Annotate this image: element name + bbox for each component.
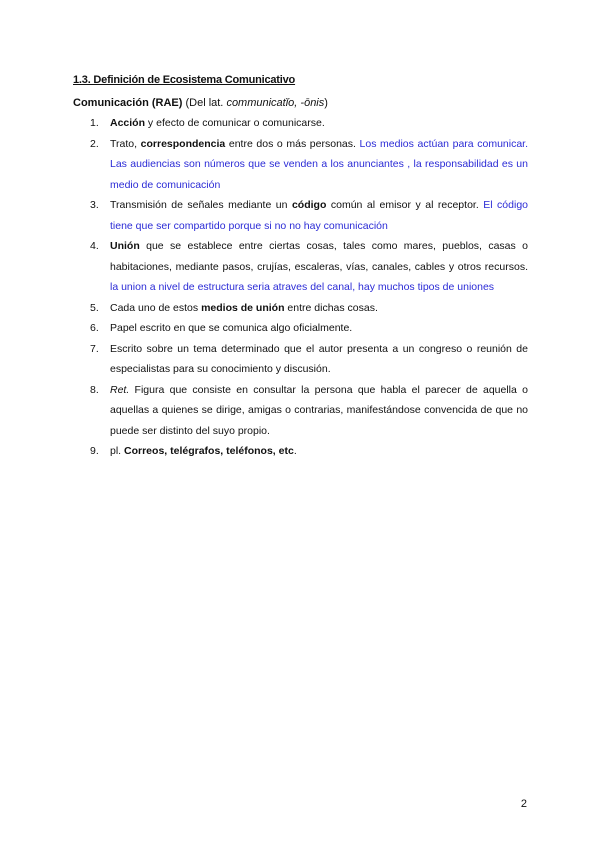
origin-word: communicatĭo, -ōnis — [226, 97, 325, 109]
item-keyword: Unión — [110, 240, 140, 252]
item-number: 5. — [90, 301, 99, 314]
item-text: y efecto de comunicar o comunicarse. — [145, 117, 325, 129]
item-text: que se establece entre ciertas cosas, tales como mares, pueblos, casas o habitaciones, mediante pasos, crujías, escaleras, vías, canales, cables y otros recursos. — [110, 240, 528, 273]
item-annotation: la union a nivel de estructura seria atraves del canal, hay muchos tipos de uniones — [110, 281, 495, 293]
item-text-pre: Papel escrito en que se comunica algo oficialmente. — [110, 322, 353, 334]
definition-item — [0, 339, 600, 380]
section-heading: 1.3. Definición de Ecosistema Comunicativo — [73, 74, 296, 86]
item-keyword: Acción — [110, 117, 146, 129]
item-text-pre: Escrito sobre un tema determinado que el autor presenta a un congreso o reunión de especialistas para su conocimiento y discusión. — [110, 342, 528, 375]
item-keyword: Correos, telégrafos, teléfonos, etc — [124, 445, 294, 457]
item-number: 7. — [90, 342, 99, 355]
item-number: 8. — [90, 383, 99, 396]
item-number: 2. — [90, 137, 99, 150]
definition-item — [0, 380, 600, 442]
item-text-pre: pl. — [110, 445, 125, 457]
item-text-pre: Cada uno de estos — [110, 301, 202, 314]
definition-item — [0, 113, 600, 134]
item-text: entre dos o más personas. — [225, 137, 360, 150]
item-number: 6. — [90, 322, 99, 334]
item-text-pre: Trato, — [110, 137, 141, 150]
item-text-pre: Figura que consiste en consultar la persona que habla el parecer de aquella o aquellas a quienes se dirige, amigas o contrarias, manifestándose convencida de que no puede ser distinto del suyo propio. — [110, 383, 528, 437]
item-keyword: correspondencia — [140, 137, 226, 150]
item-text: . — [293, 445, 297, 457]
definition-item — [0, 236, 600, 298]
definition-source — [73, 97, 328, 109]
item-keyword: código — [291, 199, 327, 211]
item-abbrev: Ret. — [110, 383, 130, 396]
definition-item — [0, 134, 600, 196]
origin-suffix: ) — [324, 97, 328, 109]
item-text: entre dichas cosas. — [284, 301, 378, 314]
origin-prefix: (Del lat. — [185, 97, 227, 109]
item-number: 1. — [90, 117, 99, 129]
definitions-list — [0, 113, 600, 462]
item-annotation: El código tiene que ser compartido porque si no no hay comunicación — [110, 199, 528, 232]
definition-item — [0, 298, 600, 319]
item-number: 3. — [90, 199, 99, 211]
item-number: 4. — [90, 240, 99, 252]
item-keyword: medios de unión — [201, 301, 285, 314]
definition-item — [0, 195, 600, 236]
definition-item — [0, 318, 600, 339]
item-number: 9. — [90, 445, 99, 457]
item-text-pre: Transmisión de señales mediante un — [110, 199, 292, 211]
definition-item — [0, 441, 600, 462]
term-label: Comunicación (RAE) — [73, 97, 183, 109]
item-text: común al emisor y al receptor. — [326, 199, 484, 211]
item-annotation: Los medios actúan para comunicar. Las audiencias son números que se venden a los anunciantes , la responsabilidad es un medio de comunicación — [110, 137, 529, 191]
page-number: 2 — [520, 798, 527, 810]
